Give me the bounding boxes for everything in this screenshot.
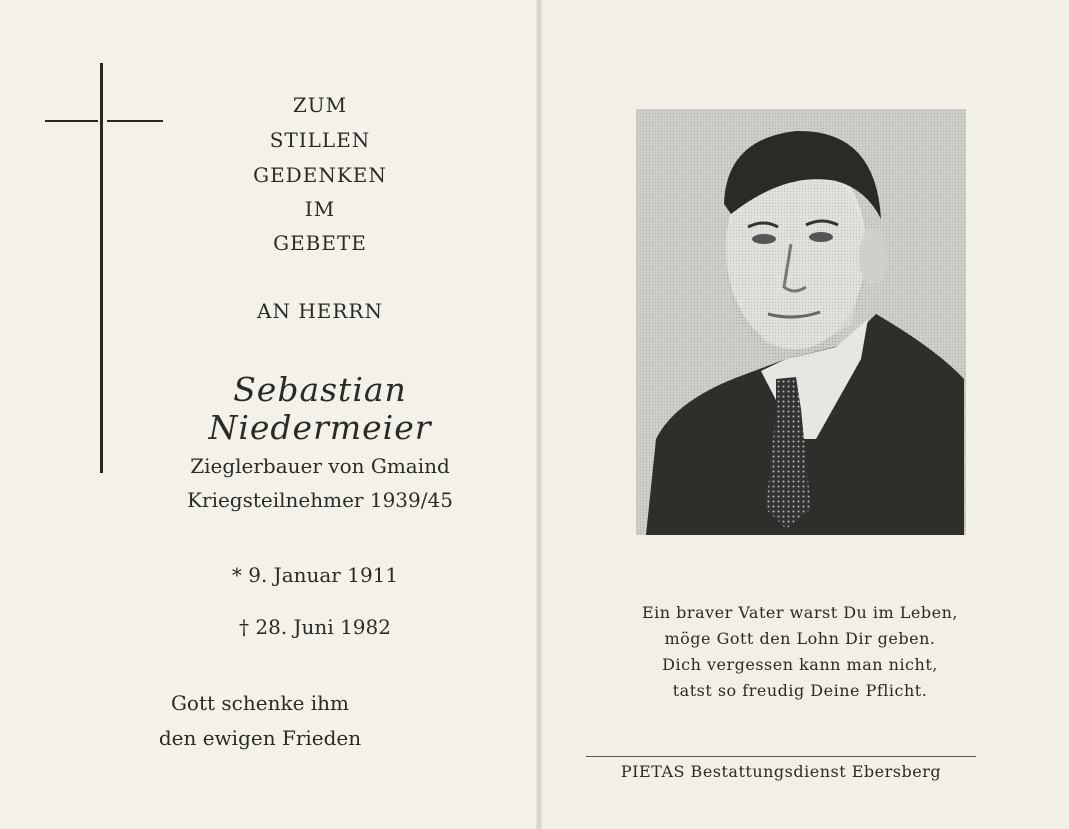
last-name: Niedermeier — [208, 408, 432, 447]
service-years: Kriegsteilnehmer 1939/45 — [187, 488, 453, 512]
funeral-home: PIETAS Bestattungsdienst Ebersberg — [620, 762, 942, 781]
footer-divider — [586, 756, 976, 757]
salutation: AN HERRN — [257, 299, 383, 323]
verse-line-2: möge Gott den Lohn Dir geben. — [664, 629, 936, 648]
first-name: Sebastian — [233, 370, 407, 409]
heading-line-3: GEDENKEN — [253, 163, 387, 187]
verse-line-3: Dich vergessen kann man nicht, — [662, 655, 938, 674]
birth-date: * 9. Januar 1911 — [231, 563, 399, 587]
card-fold — [536, 0, 542, 829]
verse-line-4: tatst so freudig Deine Pflicht. — [672, 681, 928, 700]
blessing-line-1: Gott schenke ihm — [170, 691, 350, 715]
heading-line-2: STILLEN — [269, 128, 371, 152]
death-date: † 28. Juni 1982 — [239, 615, 391, 639]
heading-line-1: ZUM — [292, 93, 348, 117]
occupation: Zieglerbauer von Gmaind — [190, 454, 450, 478]
portrait-photo — [636, 109, 966, 535]
verse-line-1: Ein braver Vater warst Du im Leben, — [641, 603, 958, 622]
portrait-icon — [636, 109, 966, 535]
heading-line-4: IM — [304, 197, 336, 221]
heading-line-5: GEBETE — [273, 231, 367, 255]
blessing-line-2: den ewigen Frieden — [158, 726, 362, 750]
